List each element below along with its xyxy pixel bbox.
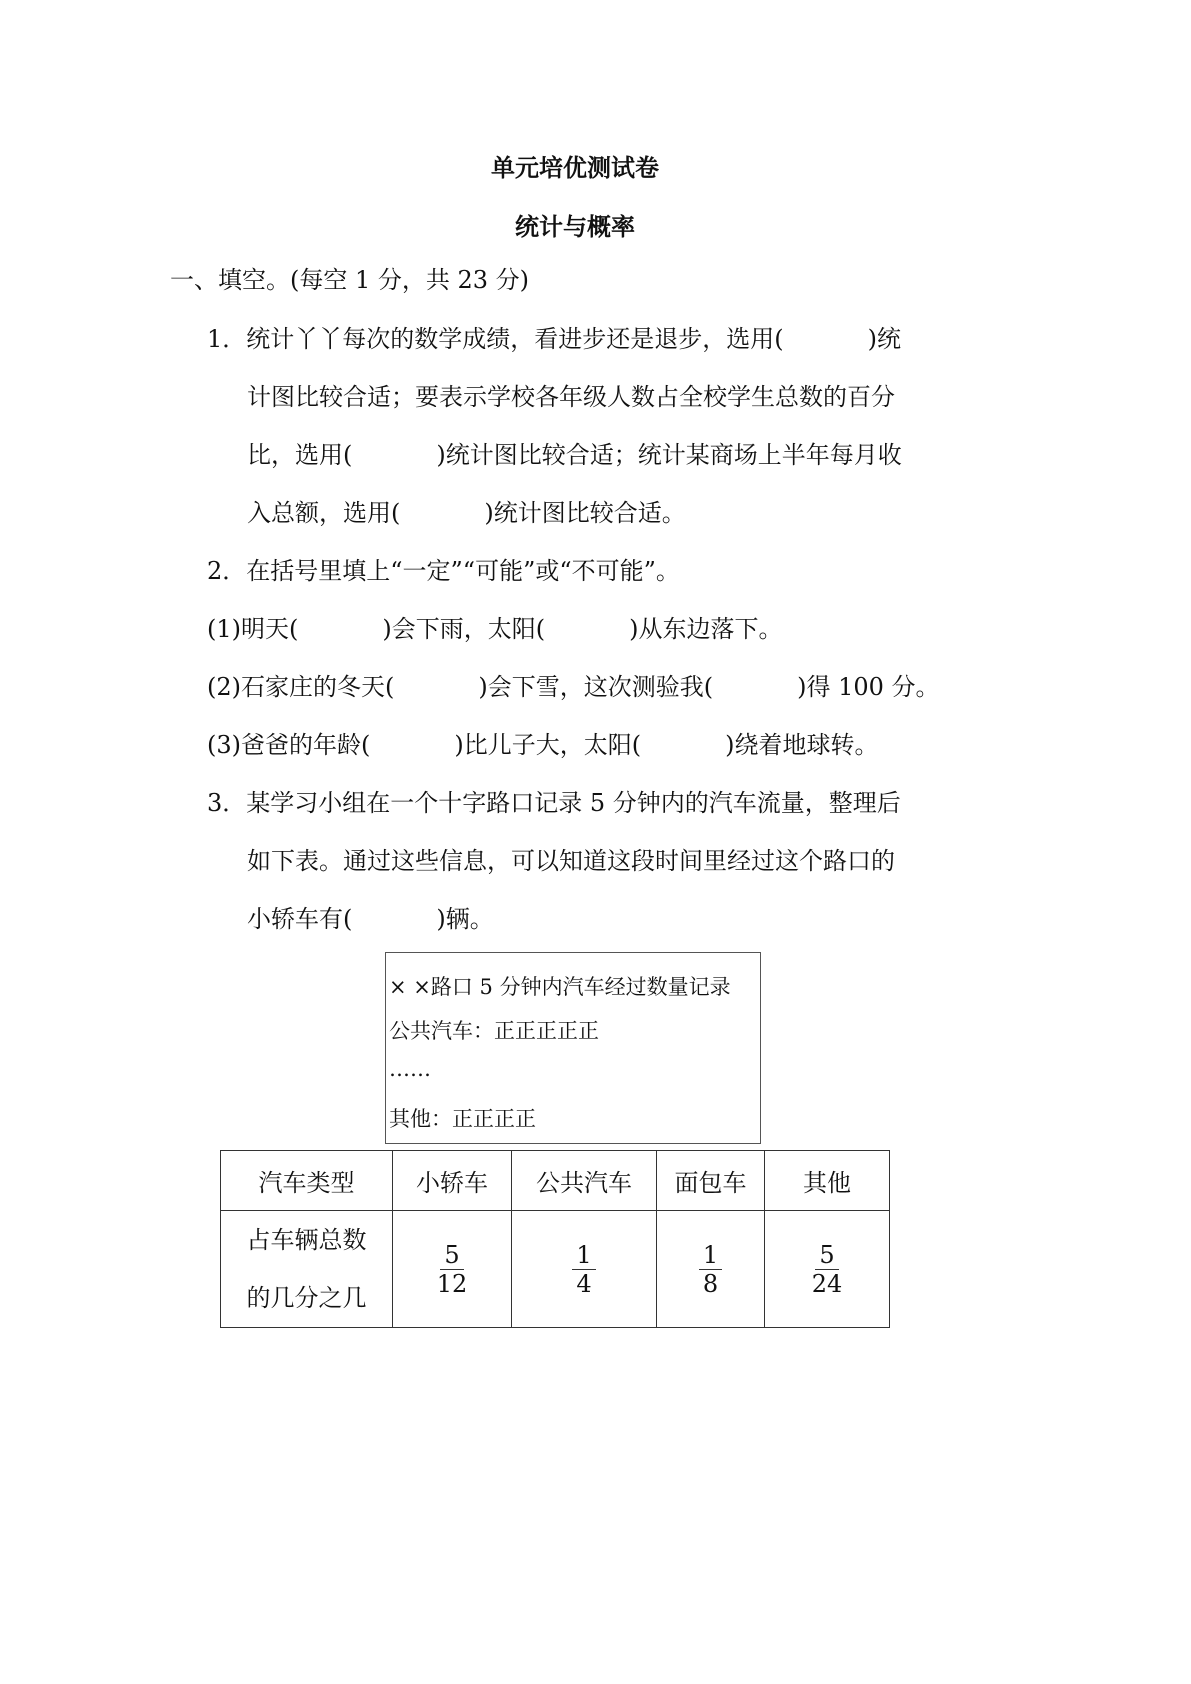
question-line xyxy=(207,788,901,818)
denominator: 8 xyxy=(702,1269,719,1298)
table-row xyxy=(221,1211,890,1328)
question-text: )绕着地球转。 xyxy=(725,731,879,759)
denominator: 24 xyxy=(811,1269,843,1298)
question-line xyxy=(207,614,782,644)
question-line xyxy=(207,730,878,760)
record-title: × ×路口 5 分钟内汽车经过数量记录 xyxy=(389,975,731,999)
question-line xyxy=(207,672,940,702)
question-text: 小轿车有( xyxy=(247,905,353,933)
question-text: )从东边落下。 xyxy=(629,615,783,643)
denominator: 12 xyxy=(436,1269,468,1298)
record-ellipsis: …… xyxy=(389,1057,431,1081)
header-cell: 公共汽车 xyxy=(512,1151,657,1211)
question-line xyxy=(247,440,902,470)
question-text: 一、填空。(每空 1 分，共 23 分) xyxy=(170,266,530,294)
page-title: 单元培优测试卷 xyxy=(491,154,659,182)
question-text: 3．某学习小组在一个十字路口记录 5 分钟内的汽车流量，整理后 xyxy=(207,789,901,817)
question-text: (3)爸爸的年龄( xyxy=(207,731,371,759)
table-header-row xyxy=(221,1151,890,1211)
row-label-line: 占车辆总数 xyxy=(246,1226,367,1254)
question-line xyxy=(207,556,680,586)
question-text: )比儿子大，太阳( xyxy=(454,731,642,759)
page-subtitle: 统计与概率 xyxy=(515,213,635,241)
record-other: 其他：正正正正 xyxy=(389,1107,536,1131)
question-text: (2)石家庄的冬天( xyxy=(207,673,395,701)
question-line xyxy=(247,904,494,934)
row-label xyxy=(221,1211,393,1328)
numerator: 1 xyxy=(699,1241,722,1270)
car-fraction-table xyxy=(220,1150,890,1328)
fraction-cell xyxy=(393,1211,512,1328)
question-line xyxy=(170,265,529,295)
row-label-line: 的几分之几 xyxy=(246,1284,367,1312)
fraction-cell xyxy=(657,1211,765,1328)
header-cell: 其他 xyxy=(765,1151,890,1211)
question-line xyxy=(207,324,901,354)
record-bus: 公共汽车：正正正正正 xyxy=(389,1019,599,1043)
question-text: 比，选用( xyxy=(247,441,353,469)
fraction-cell xyxy=(512,1211,657,1328)
question-text: )会下雪，这次测验我( xyxy=(478,673,714,701)
tally-record-box xyxy=(385,952,761,1144)
header-cell: 小轿车 xyxy=(393,1151,512,1211)
question-text: 入总额，选用( xyxy=(247,499,401,527)
question-text: )统 xyxy=(867,325,902,353)
question-text: 计图比较合适；要表示学校各年级人数占全校学生总数的百分 xyxy=(247,383,895,411)
question-line xyxy=(247,846,895,876)
header-cell: 汽车类型 xyxy=(221,1151,393,1211)
question-text: )统计图比较合适；统计某商场上半年每月收 xyxy=(436,441,902,469)
question-text: 2．在括号里填上“一定”“可能”或“不可能”。 xyxy=(207,557,680,585)
numerator: 5 xyxy=(815,1241,838,1270)
question-text: )会下雨，太阳( xyxy=(382,615,546,643)
question-text: (1)明天( xyxy=(207,615,299,643)
question-text: )辆。 xyxy=(436,905,494,933)
question-text: )统计图比较合适。 xyxy=(484,499,686,527)
numerator: 1 xyxy=(572,1241,595,1270)
numerator: 5 xyxy=(440,1241,463,1270)
question-text: )得 100 分。 xyxy=(797,673,940,701)
question-line xyxy=(247,382,895,412)
question-text: 如下表。通过这些信息，可以知道这段时间里经过这个路口的 xyxy=(247,847,895,875)
question-line xyxy=(247,498,686,528)
header-cell: 面包车 xyxy=(657,1151,765,1211)
denominator: 4 xyxy=(576,1269,592,1298)
fraction-cell xyxy=(765,1211,890,1328)
question-text: 1．统计丫丫每次的数学成绩，看进步还是退步，选用( xyxy=(207,325,784,353)
